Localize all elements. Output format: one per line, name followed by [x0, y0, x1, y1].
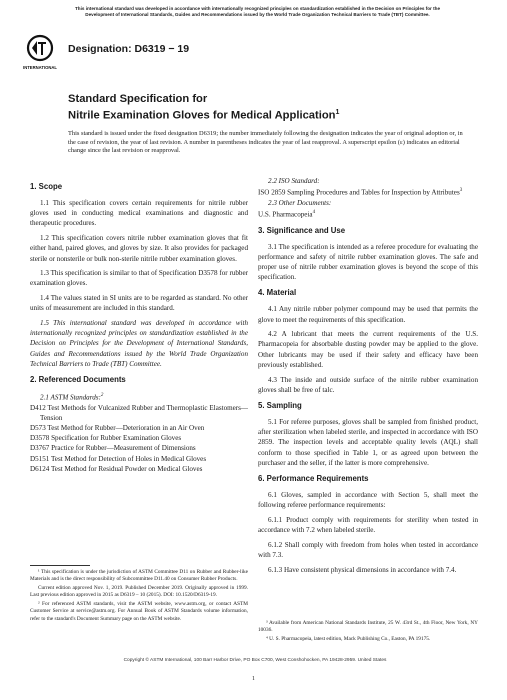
reference-item: D6124 Test Method for Residual Powder on Medical Gloves: [30, 464, 203, 473]
reference-item: D573 Test Method for Rubber—Deterioration in an Air Oven: [30, 424, 205, 433]
document-title: [68, 92, 339, 123]
paragraph-1-5: 1.5 This international standard was developed in accordance with internationally recognized principles on standardization established in the Decision on Principles for the Development of International Standards, Guides and Recommendations issued by the World Trade Organization Technical Barriers to Trade (TBT) Committee.: [30, 319, 248, 368]
footnote-mark: 4: [312, 209, 316, 215]
footnote-1-edition: Current edition approved Nov. 1, 2019. Published December 2019. Originally approved in 1999. Last previous edition approved in 2015 as D6319 – 10 (2015). DOI: 10.1520/D6319-19.: [30, 585, 248, 599]
iso-standard-heading: 2.2 ISO Standard:: [268, 177, 320, 185]
paragraph-6-1-1: 6.1.1 Product comply with requirements for sterility when tested in accordance with 7.2 when labeled sterile.: [258, 515, 478, 535]
banner-notice: This international standard was developed in accordance with internationally recognized principles on standardization established in the Decision on Principles for the Development of International Standards, Guides and Recommendations issued by the World Trade Organization Technical Barriers to Trade (TBT) Committee.: [74, 6, 441, 17]
section-heading-sampling: 5. Sampling: [258, 400, 302, 410]
designation: Designation: D6319 − 19: [68, 43, 190, 55]
footnote-4: ⁴ U. S. Pharmacopeia, latest edition, Mack Publishing Co., Easton, PA 19175.: [266, 636, 431, 643]
section-heading-material: 4. Material: [258, 288, 297, 298]
footnote-2: ² For referenced ASTM standards, visit the ASTM website, www.astm.org, or contact ASTM Customer Service at service@astm.org. For Annual Book of ASTM Standards volume information, refer to the standard's Document Summary page on the ASTM website.: [30, 601, 248, 622]
right-column: [258, 176, 478, 579]
footnote-3: ³ Available from American National Standards Institute, 25 W. 43rd St., 4th Floor, New York, NY 10036.: [258, 620, 478, 634]
reference-item: D3578 Specification for Rubber Examination Gloves: [30, 434, 182, 443]
reference-item: D3767 Practice for Rubber—Measurement of Dimensions: [30, 444, 196, 453]
footnotes-left: [30, 569, 248, 625]
footnotes-right: [258, 620, 478, 645]
preamble: This standard is issued under the fixed designation D6319; the number immediately following the designation indicates the year of original adoption or, in the case of revision, the year of last revision. A number in parentheses indicates the year of last reapproval. A superscript epsilon (ε) indicates an editorial change since the last revision or reapproval.: [68, 130, 463, 155]
reference-item: D412 Test Methods for Vulcanized Rubber and Thermoplastic Elastomers—Tension: [30, 403, 248, 422]
paragraph-6-1-3: 6.1.3 Have consistent physical dimensions in accordance with 7.4.: [268, 565, 457, 574]
paragraph-5-1: 5.1 For referee purposes, gloves shall be sampled from finished product, after sterilization when labeled sterile, and inspected in accordance with ISO 2859. The inspection levels and acceptable quality levels (AQL) shall conform to those specified in Table 1, or as agreed upon between the purchaser and the seller, if the latter is more comprehensive.: [258, 417, 478, 467]
section-heading-significance: 3. Significance and Use: [258, 225, 346, 235]
left-column: [30, 176, 248, 474]
title-line-1: Standard Specification for: [68, 93, 208, 105]
paragraph-3-1: 3.1 The specification is intended as a referee procedure for evaluating the performance and safety of nitrile rubber examination gloves. The safe and proper use of nitrile rubber examination gloves is beyond the scope of this specification.: [258, 242, 478, 282]
section-heading-referenced-documents: 2. Referenced Documents: [30, 375, 126, 385]
footnote-rule: [30, 565, 90, 566]
section-heading-performance: 6. Performance Requirements: [258, 473, 369, 483]
title-line-2: Nitrile Examination Gloves for Medical Application: [68, 109, 336, 122]
astm-standards-heading: 2.1 ASTM Standards:$^2$: [40, 393, 104, 402]
other-documents-heading: 2.3 Other Documents:: [268, 198, 332, 207]
logo-text: INTERNATIONAL: [23, 65, 57, 70]
paragraph-1-1: 1.1 This specification covers certain requirements for nitrile rubber gloves used in conducting medical examinations and diagnostic and therapeutic procedures.: [30, 199, 248, 228]
paragraph-4-3: 4.3 The inside and outside surface of the nitrile rubber examination gloves shall be free of talc.: [258, 375, 478, 394]
reference-item: ISO 2859 Sampling Procedures and Tables for Inspection by Attributes$^3$: [258, 188, 463, 197]
paragraph-4-2: 4.2 A lubricant that meets the current requirements of the U.S. Pharmacopeia for absorbable dusting powder may be applied to the glove. Other lubricants may be used if their safety and efficacy have been previously established.: [258, 330, 478, 369]
copyright-footer: Copyright © ASTM International, 100 Barr Harbor Drive, PO Box C700, West Conshohocken, PA 19428-2959. United States: [123, 658, 387, 663]
paragraph-1-4: 1.4 The values stated in SI units are to be regarded as standard. No other units of measurement are included in this standard.: [30, 294, 248, 313]
footnote-1: ¹ This specification is under the jurisdiction of ASTM Committee D11 on Rubber and Rubber-like Materials and is the direct responsibility of Subcommittee D11.40 on Consumer Rubber Products.: [30, 569, 248, 583]
footnote-mark: 2: [100, 393, 104, 399]
paragraph-1-2: 1.2 This specification covers nitrile rubber examination gloves that fit either hand, paired gloves, and gloves by size. It also provides for packaged sterile or nonsterile or bulk non-sterile nitrile rubber examination gloves.: [30, 234, 248, 263]
page-number: 1: [252, 676, 255, 682]
paragraph-4-1: 4.1 Any nitrile rubber polymer compound may be used that permits the glove to meet the requirements of this specification.: [258, 305, 478, 324]
reference-item: D5151 Test Method for Detection of Holes in Medical Gloves: [30, 454, 207, 463]
section-heading-scope: 1. Scope: [30, 182, 63, 191]
footnote-mark: 3: [459, 188, 463, 194]
paragraph-6-1: 6.1 Gloves, sampled in accordance with Section 5, shall meet the following referee performance requirements:: [258, 490, 478, 510]
title-footnote-mark: 1: [335, 109, 340, 116]
reference-item: U.S. Pharmacopeia$^4$: [258, 209, 316, 219]
paragraph-1-3: 1.3 This specification is similar to that of Specification D3578 for rubber examination gloves.: [30, 269, 248, 288]
paragraph-6-1-2: 6.1.2 Shall comply with freedom from holes when tested in accordance with 7.3.: [258, 540, 478, 559]
astm-international-logo: [23, 35, 57, 75]
